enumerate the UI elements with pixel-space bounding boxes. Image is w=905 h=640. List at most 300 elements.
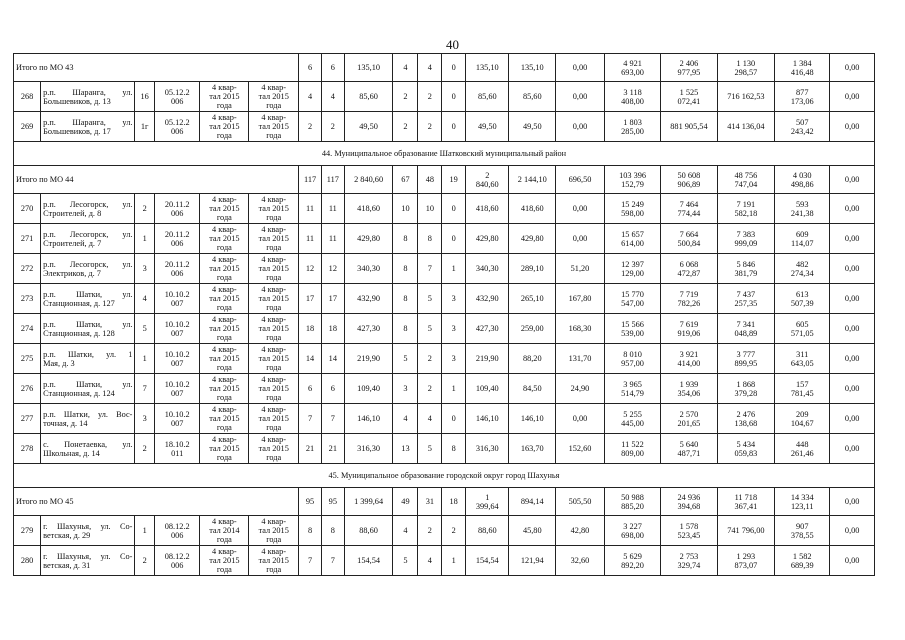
value-cell: 88,60 [466,516,509,546]
document-number-cell: 3 [135,254,155,284]
subtotal-value-cell: 67 [393,166,418,194]
value-cell: 448 261,46 [775,434,830,464]
value-cell: 881 905,54 [661,112,717,142]
value-cell: 429,80 [466,224,509,254]
value-cell: 85,60 [509,82,556,112]
value-cell: 7 [418,254,442,284]
value-cell: 15 249 598,00 [604,194,660,224]
planned-date-cell: 4 квар- тал 2015 года [200,434,249,464]
date-cell: 08.12.2 006 [154,546,200,576]
value-cell: 85,60 [466,82,509,112]
value-cell: 11 522 809,00 [604,434,660,464]
document-number-cell: 2 [135,434,155,464]
value-cell: 0 [442,82,466,112]
subtotal-value-cell: 0 [442,54,466,82]
table-row [14,82,875,112]
subtotal-value-cell: 0,00 [830,166,875,194]
value-cell: 418,60 [509,194,556,224]
value-cell: 0,00 [830,404,875,434]
subtotal-row [14,166,875,194]
value-cell: 507 243,42 [775,112,830,142]
value-cell: 3 [442,284,466,314]
table-body [14,54,875,576]
value-cell: 5 [418,284,442,314]
value-cell: 14 [321,344,344,374]
value-cell: 5 [393,546,418,576]
value-cell: 5 846 381,79 [717,254,774,284]
subtotal-value-cell: 1 399,64 [344,488,393,516]
value-cell: 7 [299,404,322,434]
planned-demolition-cell: 4 квар- тал 2015 года [249,254,299,284]
subtotal-value-cell: 50 988 885,20 [604,488,660,516]
address-cell: с. Понетаевка, ул. Школьная, д. 14 [41,434,135,464]
value-cell: 2 [442,516,466,546]
value-cell: 152,60 [556,434,605,464]
value-cell: 2 476 138,68 [717,404,774,434]
date-cell: 20.11.2 006 [154,254,200,284]
address-cell: р.п. Шатки, ул. Станционная, д. 124 [41,374,135,404]
subtotal-value-cell: 135,10 [344,54,393,82]
document-number-cell: 2 [135,546,155,576]
value-cell: 8 [393,314,418,344]
value-cell: 0,00 [830,546,875,576]
value-cell: 209 104,67 [775,404,830,434]
value-cell: 3 965 514,79 [604,374,660,404]
value-cell: 2 570 201,65 [661,404,717,434]
subtotal-value-cell: 95 [299,488,322,516]
subtotal-value-cell: 117 [321,166,344,194]
address-cell: р.п. Шаранга, ул. Большевиков, д. 17 [41,112,135,142]
section-header-row [14,142,875,166]
value-cell: 109,40 [466,374,509,404]
subtotal-value-cell: 6 [299,54,322,82]
address-cell: р.п. Лесогорск, ул. Электриков, д. 7 [41,254,135,284]
planned-date-cell: 4 квар- тал 2015 года [200,284,249,314]
value-cell: 741 796,00 [717,516,774,546]
date-cell: 10.10.2 007 [154,314,200,344]
table-row [14,254,875,284]
value-cell: 2 [418,82,442,112]
value-cell: 2 [299,112,322,142]
subtotal-value-cell: 2 840,60 [466,166,509,194]
document-number-cell: 5 [135,314,155,344]
planned-demolition-cell: 4 квар- тал 2015 года [249,344,299,374]
value-cell: 2 [418,516,442,546]
value-cell: 1 868 379,28 [717,374,774,404]
value-cell: 7 [321,404,344,434]
value-cell: 21 [321,434,344,464]
row-number: 273 [14,284,41,314]
value-cell: 613 507,39 [775,284,830,314]
value-cell: 45,80 [509,516,556,546]
value-cell: 1 [442,254,466,284]
planned-demolition-cell: 4 квар- тал 2015 года [249,546,299,576]
value-cell: 311 643,05 [775,344,830,374]
subtotal-label: Итого по МО 43 [14,54,299,82]
value-cell: 8 [393,224,418,254]
value-cell: 0,00 [830,194,875,224]
value-cell: 219,90 [344,344,393,374]
value-cell: 8 [321,516,344,546]
value-cell: 0,00 [556,82,605,112]
address-cell: г. Шахунья, ул. Со- ветская, д. 29 [41,516,135,546]
subtotal-value-cell: 31 [418,488,442,516]
value-cell: 13 [393,434,418,464]
planned-date-cell: 4 квар- тал 2014 года [200,516,249,546]
value-cell: 5 629 892,20 [604,546,660,576]
page-number: 40 [446,37,459,52]
value-cell: 49,50 [344,112,393,142]
planned-date-cell: 4 квар- тал 2015 года [200,546,249,576]
date-cell: 18.10.2 011 [154,434,200,464]
planned-demolition-cell: 4 квар- тал 2015 года [249,194,299,224]
subtotal-value-cell: 95 [321,488,344,516]
planned-date-cell: 4 квар- тал 2015 года [200,224,249,254]
value-cell: 10 [418,194,442,224]
value-cell: 84,50 [509,374,556,404]
value-cell: 0,00 [830,254,875,284]
value-cell: 5 255 445,00 [604,404,660,434]
section-title: 45. Муниципальное образование городской округ город Шахунья [14,464,875,488]
planned-demolition-cell: 4 квар- тал 2015 года [249,404,299,434]
value-cell: 1 [442,374,466,404]
subtotal-value-cell: 4 [418,54,442,82]
subtotal-value-cell: 135,10 [466,54,509,82]
value-cell: 0,00 [830,344,875,374]
date-cell: 10.10.2 007 [154,404,200,434]
value-cell: 7 191 582,18 [717,194,774,224]
value-cell: 1 939 354,06 [661,374,717,404]
value-cell: 7 [299,546,322,576]
value-cell: 131,70 [556,344,605,374]
value-cell: 0,00 [830,374,875,404]
value-cell: 0,00 [830,434,875,464]
value-cell: 12 [321,254,344,284]
value-cell: 12 397 129,00 [604,254,660,284]
value-cell: 1 [442,546,466,576]
address-cell: р.п. Шатки, ул. Вос- точная, д. 14 [41,404,135,434]
date-cell: 05.12.2 006 [154,82,200,112]
value-cell: 2 [393,112,418,142]
subtotal-value-cell: 2 144,10 [509,166,556,194]
value-cell: 0,00 [556,404,605,434]
value-cell: 163,70 [509,434,556,464]
document-number-cell: 3 [135,404,155,434]
value-cell: 11 [299,224,322,254]
table-row [14,284,875,314]
value-cell: 121,94 [509,546,556,576]
value-cell: 7 341 048,89 [717,314,774,344]
planned-demolition-cell: 4 квар- тал 2015 года [249,284,299,314]
subtotal-value-cell: 48 756 747,04 [717,166,774,194]
value-cell: 907 378,55 [775,516,830,546]
table-row [14,404,875,434]
value-cell: 0,00 [556,224,605,254]
value-cell: 429,80 [344,224,393,254]
document-number-cell: 7 [135,374,155,404]
row-number: 279 [14,516,41,546]
value-cell: 0 [442,194,466,224]
planned-demolition-cell: 4 квар- тал 2015 года [249,314,299,344]
value-cell: 12 [299,254,322,284]
table-row [14,194,875,224]
value-cell: 0,00 [830,112,875,142]
value-cell: 4 [418,404,442,434]
value-cell: 15 657 614,00 [604,224,660,254]
housing-program-table-page [13,53,875,576]
value-cell: 11 [321,194,344,224]
housing-program-table [13,53,875,576]
value-cell: 85,60 [344,82,393,112]
table-row [14,516,875,546]
value-cell: 0,00 [830,516,875,546]
value-cell: 3 [442,344,466,374]
value-cell: 109,40 [344,374,393,404]
subtotal-value-cell: 11 718 367,41 [717,488,774,516]
value-cell: 8 [393,284,418,314]
document-number-cell: 16 [135,82,155,112]
planned-date-cell: 4 квар- тал 2015 года [200,374,249,404]
value-cell: 146,10 [509,404,556,434]
value-cell: 18 [299,314,322,344]
date-cell: 08.12.2 006 [154,516,200,546]
value-cell: 5 [418,434,442,464]
value-cell: 154,54 [344,546,393,576]
planned-demolition-cell: 4 квар- тал 2015 года [249,374,299,404]
subtotal-value-cell: 6 [321,54,344,82]
planned-date-cell: 4 квар- тал 2015 года [200,194,249,224]
value-cell: 289,10 [509,254,556,284]
row-number: 272 [14,254,41,284]
address-cell: р.п. Шаранга, ул. Большевиков, д. 13 [41,82,135,112]
document-number-cell: 2 [135,194,155,224]
value-cell: 3 [442,314,466,344]
value-cell: 2 [321,112,344,142]
document-number-cell: 1 [135,344,155,374]
value-cell: 11 [321,224,344,254]
value-cell: 6 068 472,87 [661,254,717,284]
value-cell: 4 [321,82,344,112]
value-cell: 42,80 [556,516,605,546]
date-cell: 10.10.2 007 [154,284,200,314]
value-cell: 8 [418,224,442,254]
value-cell: 5 [418,314,442,344]
value-cell: 1 525 072,41 [661,82,717,112]
value-cell: 7 383 999,09 [717,224,774,254]
subtotal-row [14,488,875,516]
value-cell: 51,20 [556,254,605,284]
subtotal-value-cell: 0,00 [830,54,875,82]
value-cell: 432,90 [344,284,393,314]
planned-date-cell: 4 квар- тал 2015 года [200,112,249,142]
row-number: 277 [14,404,41,434]
value-cell: 8 010 957,00 [604,344,660,374]
value-cell: 316,30 [344,434,393,464]
address-cell: р.п. Лесогорск, ул. Строителей, д. 8 [41,194,135,224]
value-cell: 4 [393,404,418,434]
value-cell: 14 [299,344,322,374]
subtotal-value-cell: 1 384 416,48 [775,54,830,82]
value-cell: 0,00 [830,82,875,112]
value-cell: 0,00 [830,284,875,314]
value-cell: 7 437 257,35 [717,284,774,314]
date-cell: 10.10.2 007 [154,374,200,404]
value-cell: 5 640 487,71 [661,434,717,464]
value-cell: 0,00 [830,314,875,344]
value-cell: 8 [299,516,322,546]
table-row [14,112,875,142]
value-cell: 4 [299,82,322,112]
value-cell: 24,90 [556,374,605,404]
value-cell: 10 [393,194,418,224]
planned-demolition-cell: 4 квар- тал 2015 года [249,224,299,254]
value-cell: 2 [418,112,442,142]
value-cell: 482 274,34 [775,254,830,284]
row-number: 270 [14,194,41,224]
subtotal-value-cell: 117 [299,166,322,194]
value-cell: 316,30 [466,434,509,464]
document-number-cell: 1г [135,112,155,142]
value-cell: 18 [321,314,344,344]
row-number: 278 [14,434,41,464]
address-cell: р.п. Шатки, ул. Станционная, д. 128 [41,314,135,344]
row-number: 269 [14,112,41,142]
value-cell: 11 [299,194,322,224]
planned-demolition-cell: 4 квар- тал 2015 года [249,82,299,112]
value-cell: 0 [442,112,466,142]
value-cell: 49,50 [509,112,556,142]
value-cell: 2 753 329,74 [661,546,717,576]
subtotal-label: Итого по МО 44 [14,166,299,194]
value-cell: 429,80 [509,224,556,254]
value-cell: 340,30 [466,254,509,284]
value-cell: 340,30 [344,254,393,284]
value-cell: 414 136,04 [717,112,774,142]
value-cell: 49,50 [466,112,509,142]
section-title: 44. Муниципальное образование Шатковский муниципальный район [14,142,875,166]
value-cell: 146,10 [344,404,393,434]
subtotal-value-cell: 19 [442,166,466,194]
subtotal-value-cell: 894,14 [509,488,556,516]
planned-date-cell: 4 квар- тал 2015 года [200,344,249,374]
planned-date-cell: 4 квар- тал 2015 года [200,404,249,434]
subtotal-value-cell: 1 130 298,57 [717,54,774,82]
value-cell: 1 293 873,07 [717,546,774,576]
value-cell: 154,54 [466,546,509,576]
value-cell: 593 241,38 [775,194,830,224]
subtotal-label: Итого по МО 45 [14,488,299,516]
subtotal-value-cell: 103 396 152,79 [604,166,660,194]
subtotal-value-cell: 4 [393,54,418,82]
subtotal-value-cell: 135,10 [509,54,556,82]
value-cell: 605 571,05 [775,314,830,344]
value-cell: 418,60 [466,194,509,224]
subtotal-value-cell: 2 406 977,95 [661,54,717,82]
value-cell: 877 173,06 [775,82,830,112]
planned-date-cell: 4 квар- тал 2015 года [200,254,249,284]
row-number: 275 [14,344,41,374]
subtotal-value-cell: 48 [418,166,442,194]
value-cell: 3 118 408,00 [604,82,660,112]
value-cell: 0,00 [556,194,605,224]
table-row [14,374,875,404]
value-cell: 168,30 [556,314,605,344]
value-cell: 3 [393,374,418,404]
subtotal-value-cell: 4 921 693,00 [604,54,660,82]
subtotal-value-cell: 696,50 [556,166,605,194]
document-number-cell: 4 [135,284,155,314]
subtotal-value-cell: 1 399,64 [466,488,509,516]
value-cell: 146,10 [466,404,509,434]
date-cell: 20.11.2 006 [154,194,200,224]
subtotal-value-cell: 2 840,60 [344,166,393,194]
value-cell: 2 [418,374,442,404]
subtotal-value-cell: 18 [442,488,466,516]
table-row [14,546,875,576]
value-cell: 1 582 689,39 [775,546,830,576]
subtotal-value-cell: 0,00 [830,488,875,516]
date-cell: 20.11.2 006 [154,224,200,254]
value-cell: 21 [299,434,322,464]
subtotal-value-cell: 0,00 [556,54,605,82]
value-cell: 5 434 059,83 [717,434,774,464]
subtotal-value-cell: 14 334 123,11 [775,488,830,516]
value-cell: 3 921 414,00 [661,344,717,374]
subtotal-value-cell: 49 [393,488,418,516]
value-cell: 427,30 [344,314,393,344]
value-cell: 4 [418,546,442,576]
row-number: 274 [14,314,41,344]
value-cell: 15 566 539,00 [604,314,660,344]
planned-date-cell: 4 квар- тал 2015 года [200,314,249,344]
planned-demolition-cell: 4 квар- тал 2015 года [249,516,299,546]
value-cell: 4 [393,516,418,546]
value-cell: 716 162,53 [717,82,774,112]
value-cell: 259,00 [509,314,556,344]
value-cell: 418,60 [344,194,393,224]
value-cell: 8 [393,254,418,284]
value-cell: 7 464 774,44 [661,194,717,224]
document-number-cell: 1 [135,224,155,254]
value-cell: 15 770 547,00 [604,284,660,314]
table-row [14,434,875,464]
value-cell: 32,60 [556,546,605,576]
date-cell: 10.10.2 007 [154,344,200,374]
value-cell: 1 578 523,45 [661,516,717,546]
value-cell: 3 777 899,95 [717,344,774,374]
value-cell: 5 [393,344,418,374]
address-cell: р.п. Шатки, ул. 1 Мая, д. 3 [41,344,135,374]
value-cell: 0,00 [830,224,875,254]
document-number-cell: 1 [135,516,155,546]
subtotal-value-cell: 24 936 394,68 [661,488,717,516]
value-cell: 6 [299,374,322,404]
value-cell: 88,60 [344,516,393,546]
row-number: 268 [14,82,41,112]
value-cell: 7 719 782,26 [661,284,717,314]
value-cell: 3 227 698,00 [604,516,660,546]
row-number: 280 [14,546,41,576]
subtotal-value-cell: 4 030 498,86 [775,166,830,194]
row-number: 271 [14,224,41,254]
value-cell: 167,80 [556,284,605,314]
value-cell: 7 619 919,06 [661,314,717,344]
table-row [14,344,875,374]
planned-demolition-cell: 4 квар- тал 2015 года [249,434,299,464]
value-cell: 6 [321,374,344,404]
value-cell: 88,20 [509,344,556,374]
value-cell: 609 114,07 [775,224,830,254]
